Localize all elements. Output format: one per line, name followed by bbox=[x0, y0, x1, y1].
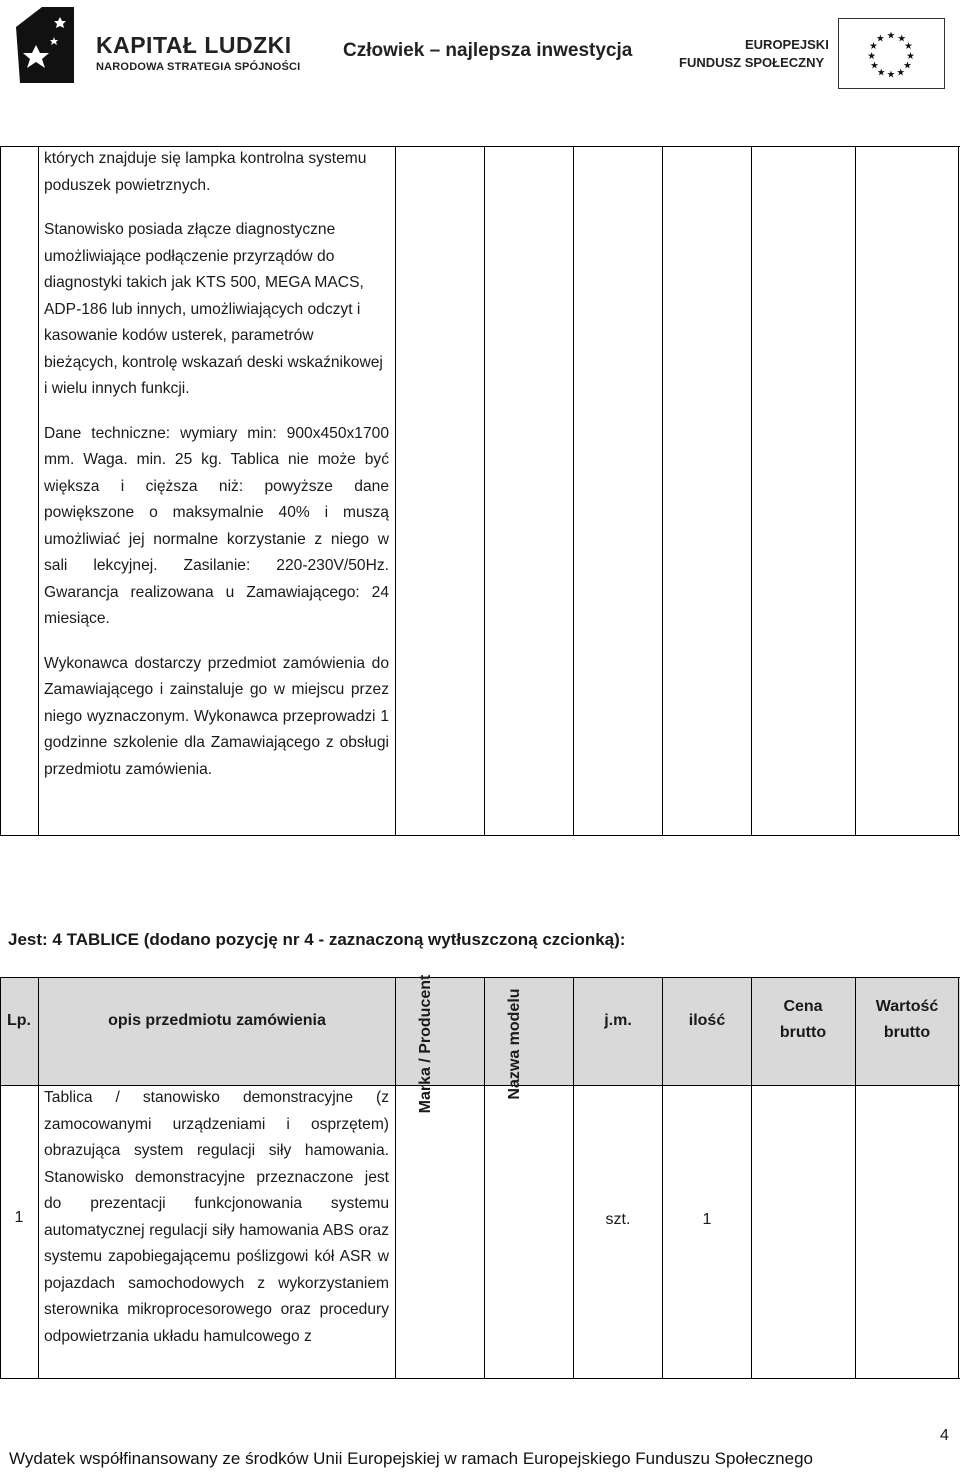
svg-text:★: ★ bbox=[906, 50, 915, 62]
row-description: Tablica / stanowisko demonstracyjne (z zamocowanymi urządzeniami i osprzętem) obrazująca system regulacji siły hamowania. Stanowisko demonstracyjne przeznaczone jest do prezentacji funkcjonowania systemu automatycznej regulacji siły hamowania ABS oraz systemu zapobiegającemu poślizgowi kół ASR w pojazdach samochodowych z wykorzystaniem sterownika mikroprocesorowego oraz procedury odpowietrzania układu hamulcowego z bbox=[44, 1089, 389, 1345]
paragraph: których znajduje się lampka kontrolna systemu poduszek powietrznych. bbox=[44, 150, 367, 194]
svg-text:★: ★ bbox=[869, 41, 878, 53]
svg-text:★: ★ bbox=[876, 67, 886, 79]
kapital-ludzki-logo bbox=[14, 5, 76, 85]
table-1-description bbox=[44, 146, 389, 801]
svg-text:★: ★ bbox=[897, 33, 907, 45]
section-heading: Jest: 4 TABLICE (dodano pozycję nr 4 - zaznaczoną wytłuszczoną czcionką): bbox=[8, 930, 626, 949]
paragraph: Dane techniczne: wymiary min: 900x450x1700 mm. Waga. min. 25 kg. Tablica nie może być większa i cięższa niż: powyższe dane powiększone o maksymalnie 40% i muszą umożliwiać jej normalne korzystanie z niego w sali lekcyjnej. Zasilanie: 220-230V/50Hz. Gwarancja realizowana u Zamawiającego: 24 miesiące. bbox=[44, 424, 389, 627]
header-gross-value: Wartość brutto bbox=[875, 998, 939, 1041]
header-brand: Marka / Producent bbox=[417, 974, 434, 1114]
svg-text:★: ★ bbox=[867, 50, 876, 62]
header-description: opis przedmiotu zamówienia bbox=[108, 1012, 326, 1029]
eu-flag-icon bbox=[838, 18, 945, 89]
svg-text:★: ★ bbox=[886, 30, 896, 42]
row-lp: 1 bbox=[14, 1209, 24, 1226]
svg-text:★: ★ bbox=[896, 67, 906, 79]
header-unit: j.m. bbox=[604, 1012, 632, 1029]
header-gross-price: Cena brutto bbox=[779, 998, 827, 1041]
paragraph: Stanowisko posiada złącze diagnostyczne umożliwiające podłączenie przyrządów do diagnostyki takich jak KTS 500, MEGA MACS, ADP-186 lub innych, umożliwiających odczyt i kasowanie kodów usterek, parametrów bieżących, kontrolę wskazań deski wskaźnikowej i wielu innych funkcji. bbox=[44, 221, 383, 397]
svg-text:★: ★ bbox=[875, 33, 885, 45]
svg-text:★: ★ bbox=[886, 69, 896, 81]
logo-title: KAPITAŁ LUDZKI bbox=[96, 32, 292, 58]
svg-text:★: ★ bbox=[903, 60, 912, 72]
row-unit: szt. bbox=[605, 1211, 631, 1228]
paragraph: Wykonawca dostarczy przedmiot zamówienia do Zamawiającego i zainstaluje go w miejscu przez niego wyznaczonym. Wykonawca przeprowadzi 1 godzinne szkolenie dla Zamawiającego z obsługi przedmiotu zamówienia. bbox=[44, 654, 389, 778]
svg-text:★: ★ bbox=[870, 60, 879, 72]
header-model: Nazwa modelu bbox=[506, 988, 523, 1100]
header-lp: Lp. bbox=[7, 1012, 31, 1029]
row-quantity: 1 bbox=[702, 1211, 712, 1228]
footer-text: Wydatek współfinansowany ze środków Unii Europejskiej w ramach Europejskiego Funduszu Społecznego bbox=[9, 1449, 813, 1468]
eu-fund-line1: EUROPEJSKI bbox=[745, 37, 829, 52]
page-number: 4 bbox=[940, 1427, 949, 1444]
logo-subtitle: NARODOWA STRATEGIA SPÓJNOŚCI bbox=[96, 61, 301, 73]
slogan: Człowiek – najlepsza inwestycja bbox=[343, 40, 633, 61]
eu-fund-line2: FUNDUSZ SPOŁECZNY bbox=[679, 55, 825, 70]
svg-text:★: ★ bbox=[904, 41, 913, 53]
header-quantity: ilość bbox=[688, 1012, 726, 1029]
